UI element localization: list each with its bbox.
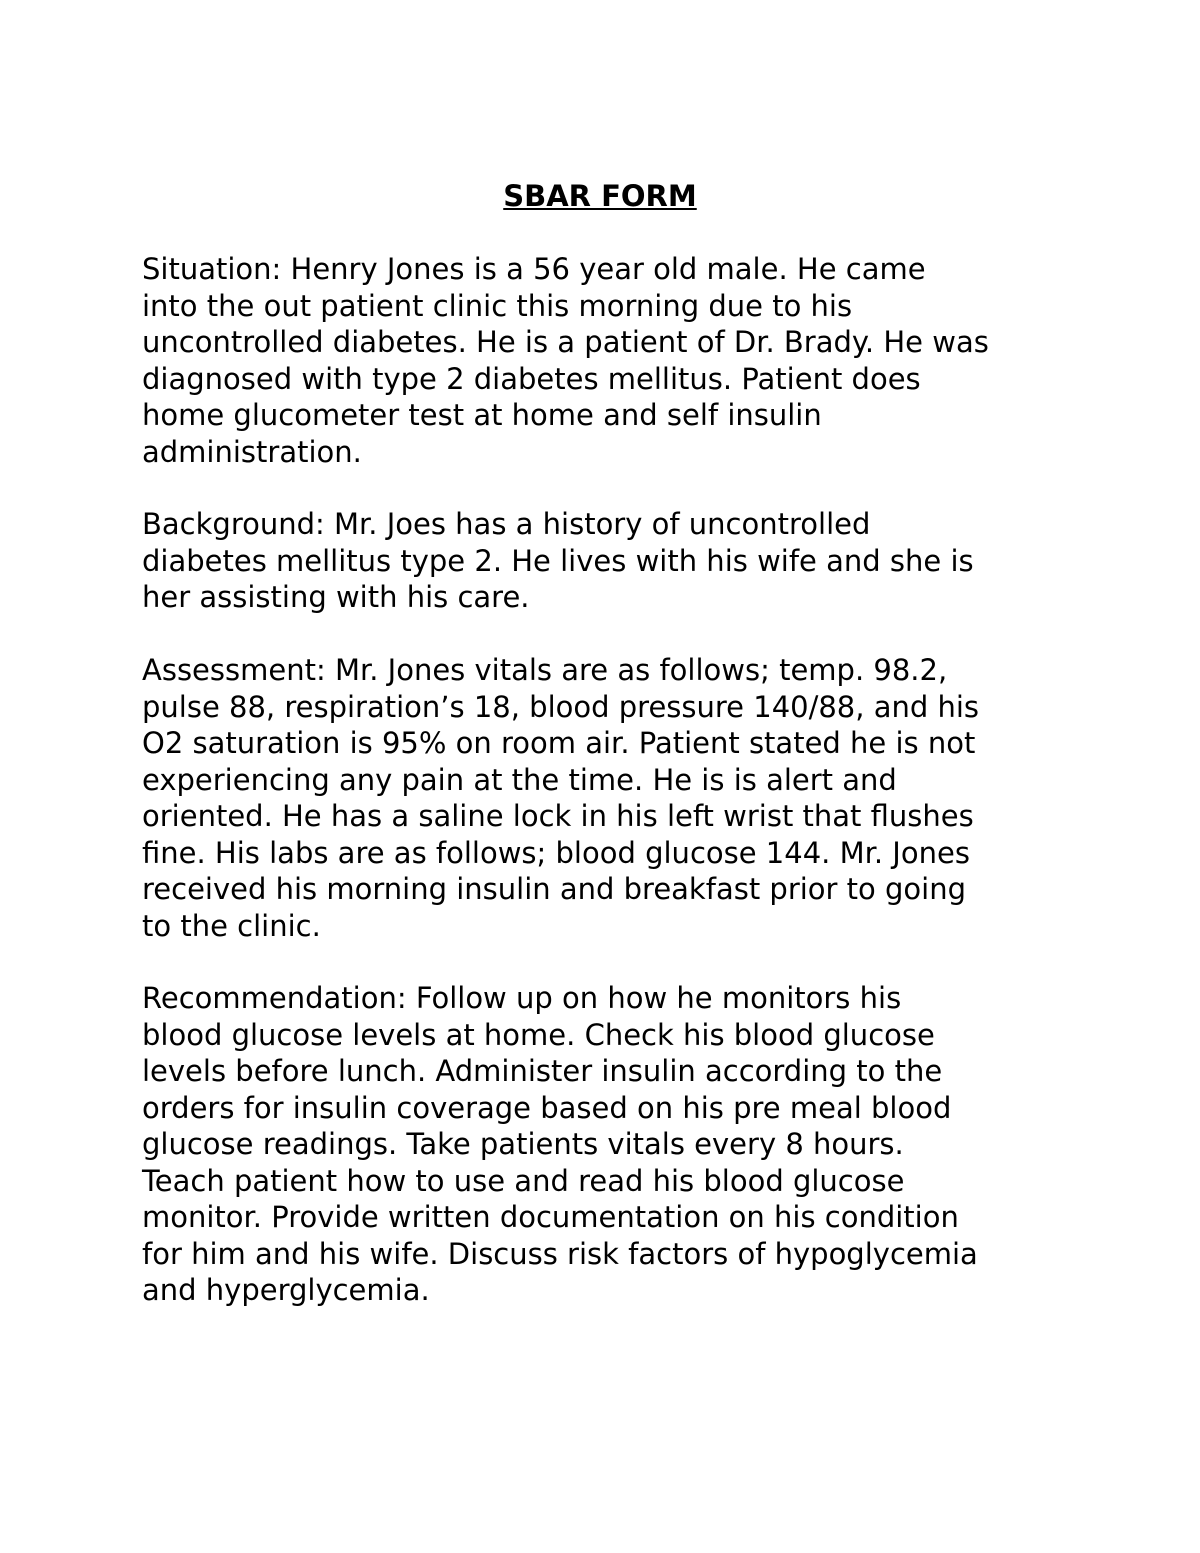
assessment-paragraph: Assessment: Mr. Jones vitals are as follows; temp. 98.2, pulse 88, respiration’s 18, blood pressure 140/88, and his O2 saturation is 95% on room air. Patient stated he is not experiencing any pain at the time. He is is alert and oriented. He has a saline lock in his left wrist that flushes fine. His labs are as follows; blood glucose 144. Mr. Jones received his morning insulin and breakfast prior to going to the clinic. bbox=[142, 653, 980, 943]
document-title: SBAR FORM bbox=[503, 179, 697, 213]
situation-paragraph: Situation: Henry Jones is a 56 year old male. He came into the out patient clinic this morning due to his uncontrolled diabetes. He is a patient of Dr. Brady. He was diagnosed with type 2 diabetes mellitus. Patient does home glucometer test at home and self insulin administration. bbox=[142, 252, 989, 469]
recommendation-paragraph: Recommendation: Follow up on how he monitors his blood glucose levels at home. Check his blood glucose levels before lunch. Administer insulin according to the orders for insulin coverage based on his pre meal blood glucose readings. Take patients vitals every 8 hours. Teach patient how to use and read his blood glucose monitor. Provide written documentation on his condition for him and his wife. Discuss risk factors of hypoglycemia and hyperglycemia. bbox=[142, 981, 978, 1307]
background-paragraph: Background: Mr. Joes has a history of uncontrolled diabetes mellitus type 2. He lives with his wife and she is her assisting with his care. bbox=[142, 507, 974, 614]
